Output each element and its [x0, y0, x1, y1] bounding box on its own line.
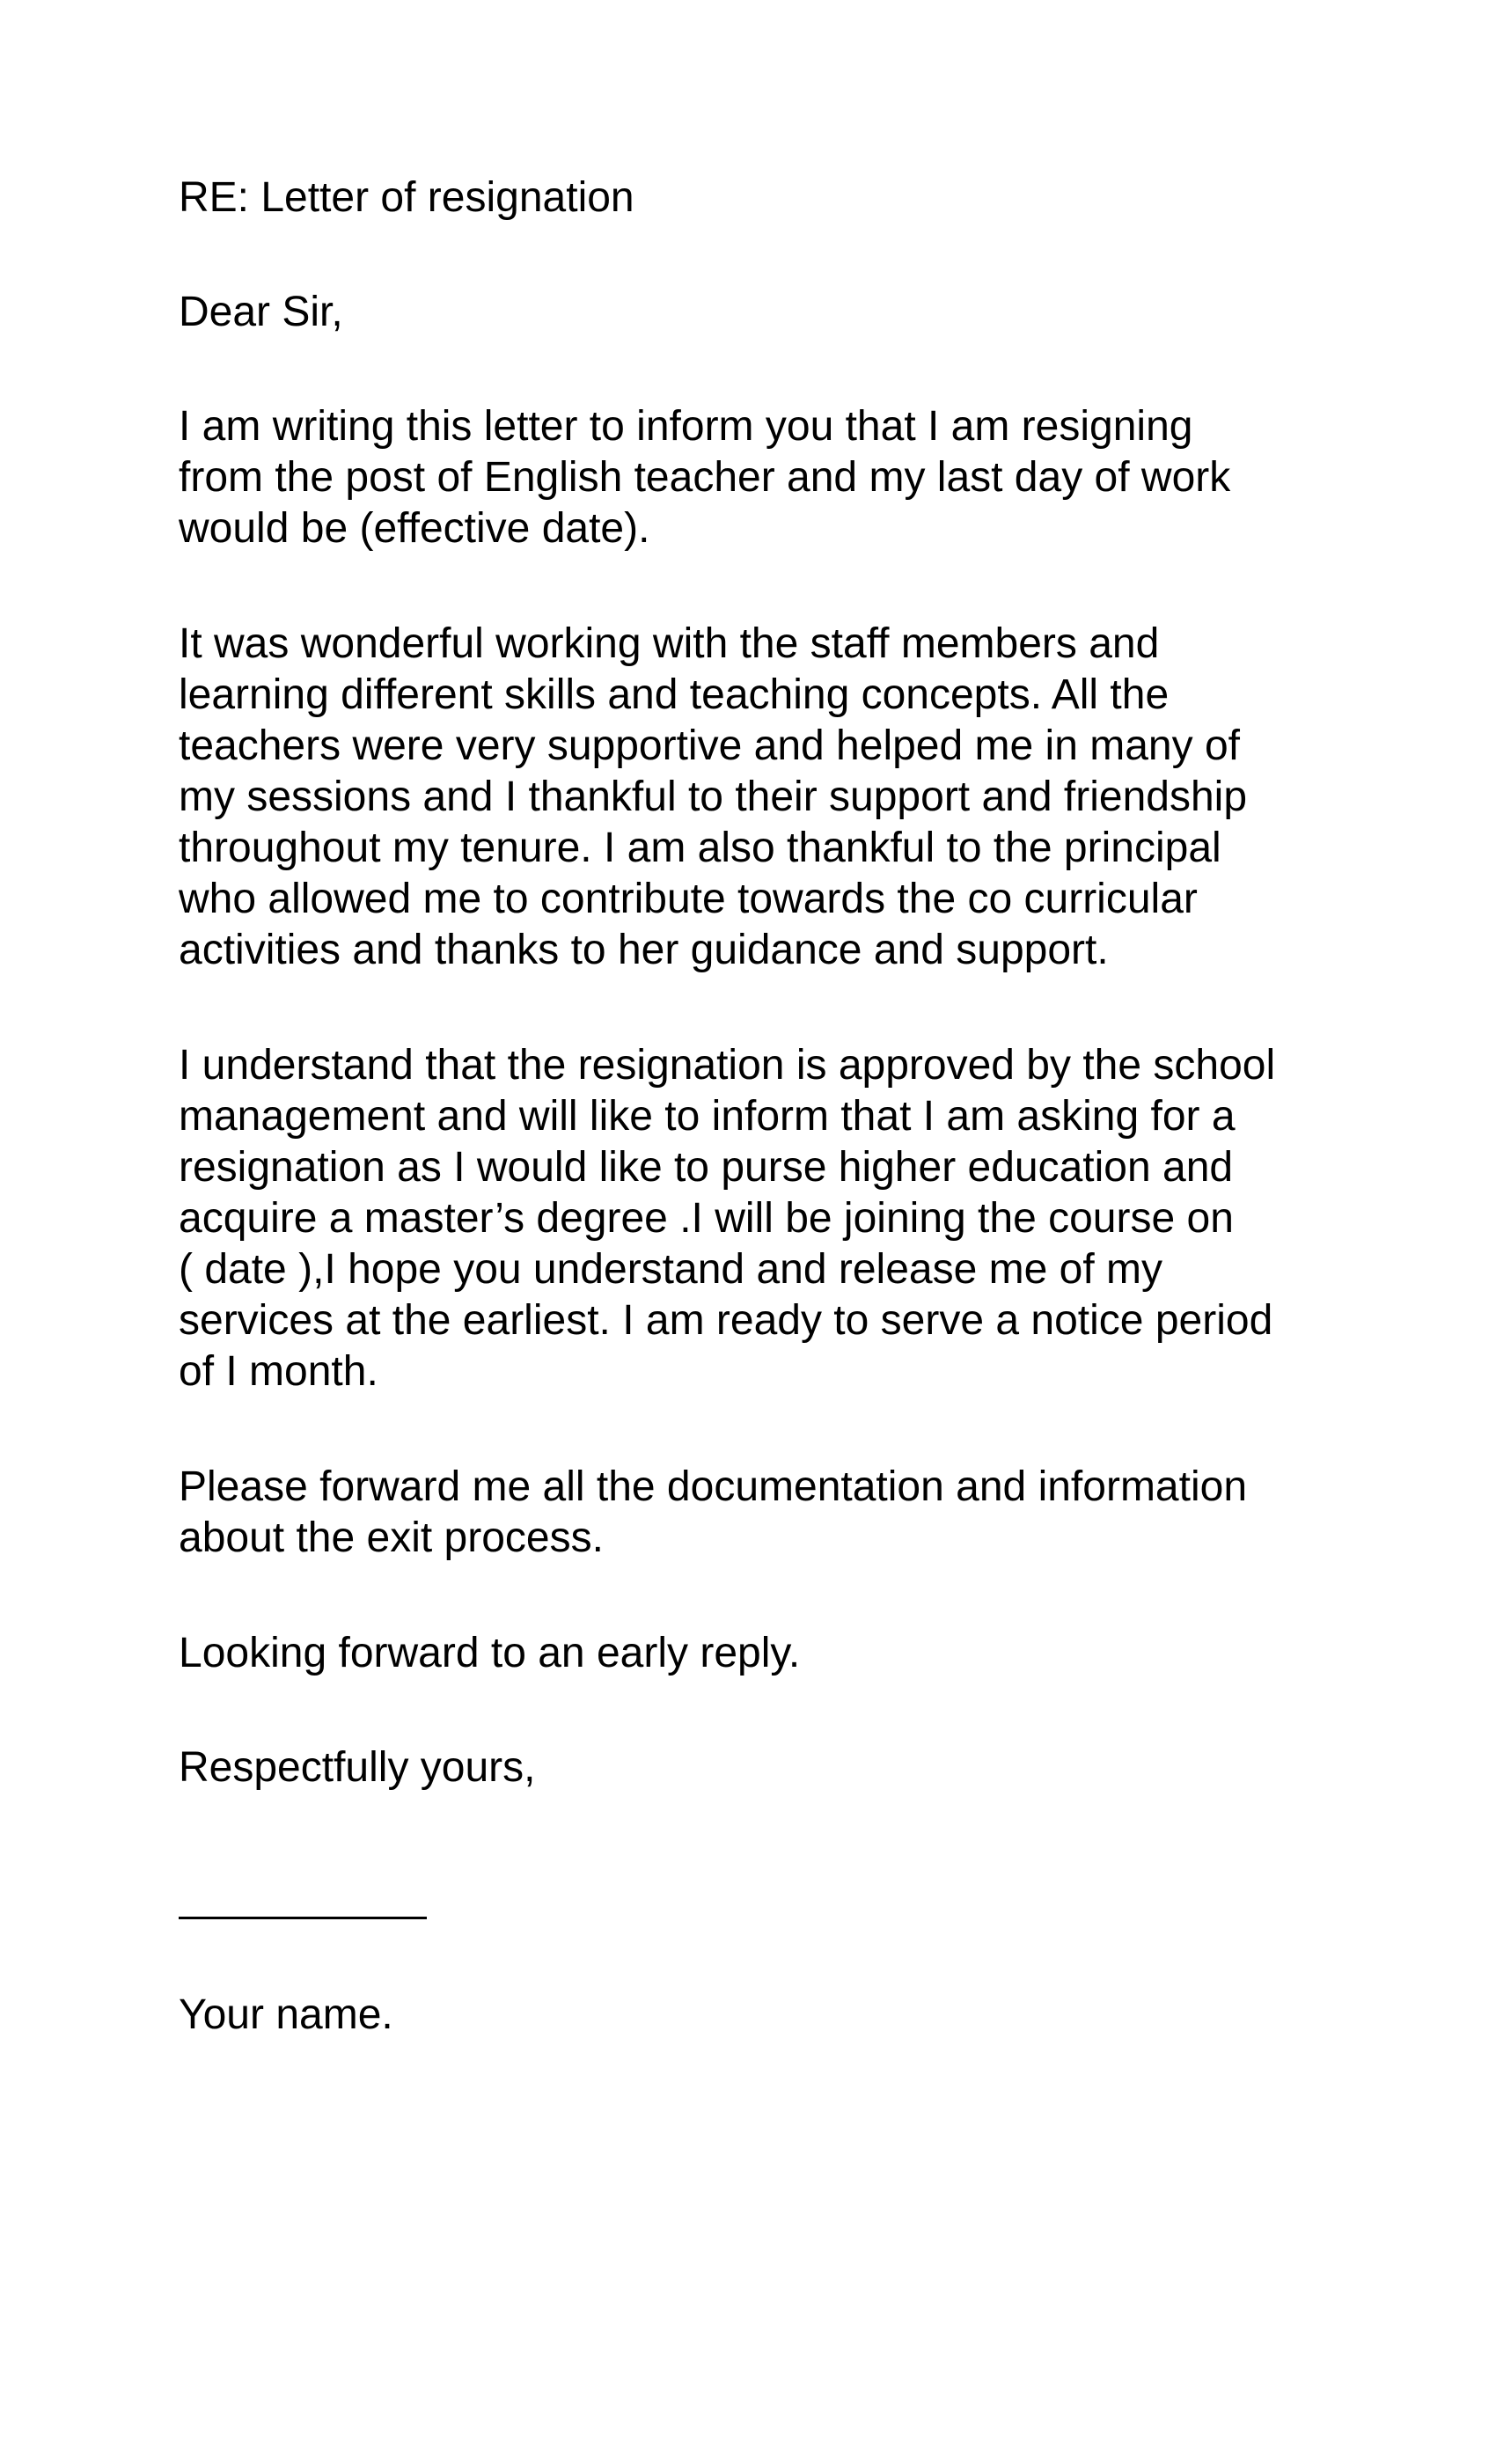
letter-subject: RE: Letter of resignation — [179, 174, 634, 221]
signature-line — [179, 1917, 427, 1919]
letter-body — [179, 172, 1375, 2041]
letter-salutation: Dear Sir, — [179, 289, 343, 335]
closing-line: Looking forward to an early reply. — [179, 1630, 801, 1676]
sender-name: Your name. — [179, 1991, 393, 2038]
letter-paragraph: I am writing this letter to inform you that I am resigning from the post of English teacher and my last day of work would be (effective date). — [179, 403, 1231, 552]
letter-paragraph: Please forward me all the documentation and information about the exit process. — [179, 1463, 1248, 1561]
sign-off: Respectfully yours, — [179, 1744, 536, 1791]
letter-paragraph: It was wonderful working with the staff members and learning different skills and teaching concepts. All the teachers were very supportive and helped me in many of my sessions and I thankful to their support and friendship throughout my tenure. I am also thankful to the principal who allowed me to contribute towards the co curricular activities and thanks to her guidance and support. — [179, 620, 1248, 973]
letter-paragraph: I understand that the resignation is approved by the school management and will like to inform that I am asking for a resignation as I would like to purse higher education and acquire a master’s degree .I will be joining the course on ( date ),I hope you understand and release me of my services at the earliest. I am ready to serve a notice period of I month. — [179, 1042, 1276, 1395]
